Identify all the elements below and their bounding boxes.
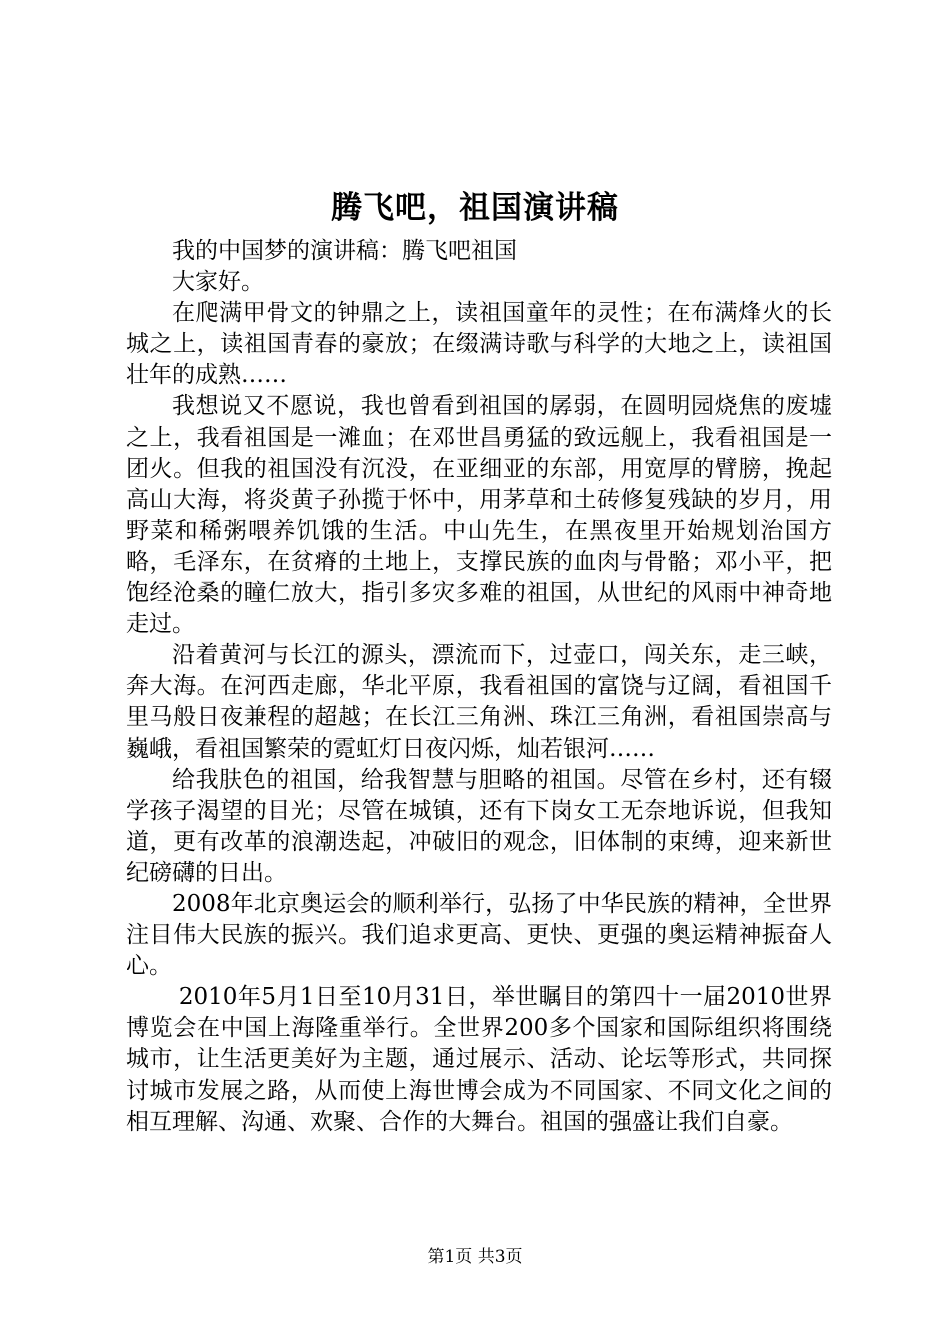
document-title: 腾飞吧，祖国演讲稿	[331, 190, 619, 226]
paragraph-7: 2008年北京奥运会的顺利举行，弘扬了中华民族的精神，全世界注目伟大民族的振兴。我们追求更高、更快、更强的奥运精神振奋人心。	[126, 890, 832, 980]
paragraph-6: 给我肤色的祖国，给我智慧与胆略的祖国。尽管在乡村，还有辍学孩子渴望的目光；尽管在城镇，还有下岗女工无奈地诉说，但我知道，更有改革的浪潮迭起，冲破旧的观念，旧体制的束缚，迎来新世纪磅礴的日出。	[126, 766, 832, 886]
document-body	[126, 236, 832, 1138]
paragraph-8: 2010年5月1日至10月31日，举世瞩目的第四十一届2010世界博览会在中国上海隆重举行。全世界200多个国家和国际组织将围绕城市，让生活更美好为主题，通过展示、活动、论坛等形式，共同探讨城市发展之路，从而使上海世博会成为不同国家、不同文化之间的相互理解、沟通、欢聚、合作的大舞台。祖国的强盛让我们自豪。	[126, 984, 832, 1135]
paragraph-5: 沿着黄河与长江的源头，漂流而下，过壶口，闯关东，走三峡，奔大海。在河西走廊，华北平原，我看祖国的富饶与辽阔，看祖国千里马般日夜兼程的超越；在长江三角洲、珠江三角洲，看祖国崇高与巍峨，看祖国繁荣的霓虹灯日夜闪烁，灿若银河……	[126, 642, 832, 762]
paragraph-4: 我想说又不愿说，我也曾看到祖国的孱弱，在圆明园烧焦的废墟之上，我看祖国是一滩血；在邓世昌勇猛的致远舰上，我看祖国是一团火。但我的祖国没有沉没，在亚细亚的东部，用宽厚的臂膀，挽起高山大海，将炎黄子孙揽于怀中，用茅草和土砖修复残缺的岁月，用野菜和稀粥喂养饥饿的生活。中山先生，在黑夜里开始规划治国方略，毛泽东，在贫瘠的土地上，支撑民族的血肉与骨骼；邓小平，把饱经沧桑的瞳仁放大，指引多灾多难的祖国，从世纪的风雨中神奇地走过。	[126, 393, 832, 638]
paragraph-subtitle: 我的中国梦的演讲稿：腾飞吧祖国	[172, 238, 517, 264]
paragraph-greeting: 大家好。	[172, 269, 264, 296]
page-footer: 第1页 共3页	[427, 1247, 523, 1267]
paragraph-3: 在爬满甲骨文的钟鼎之上，读祖国童年的灵性；在布满烽火的长城之上，读祖国青春的豪放；在缀满诗歌与科学的大地之上，读祖国壮年的成熟……	[126, 300, 832, 389]
